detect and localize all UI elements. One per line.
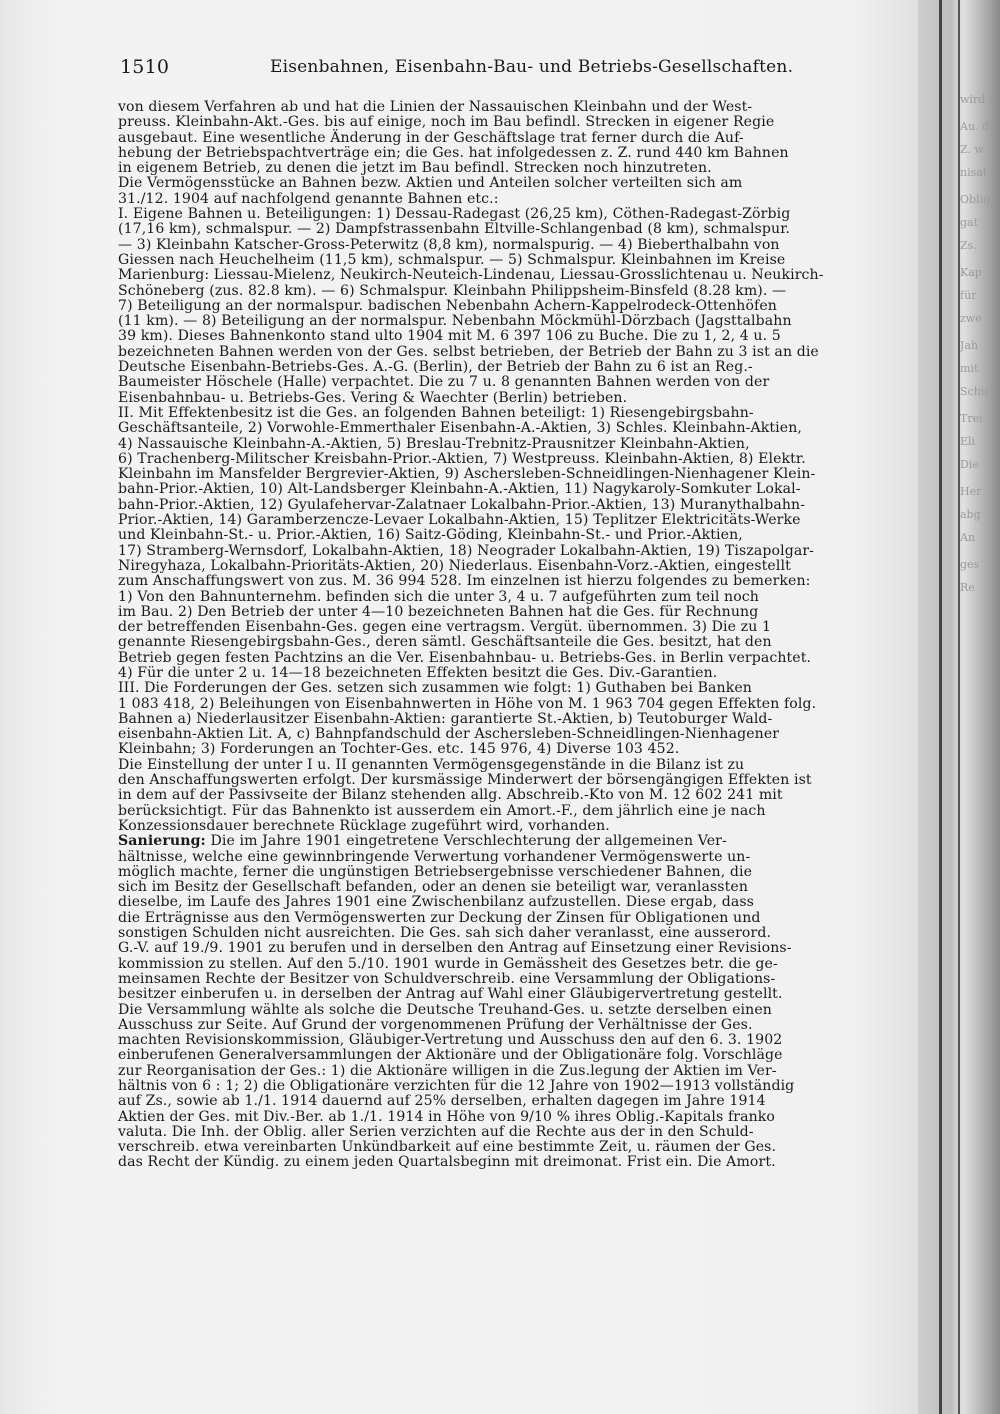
bleed-word: mit bbox=[960, 362, 979, 375]
paragraph-text: I. Eigene Bahnen u. Beteiligungen: 1) Dessau-Radegast (26,25 km), Cöthen-Radegast-Zörbig (17,16 km), schmalspur. — 2) Dampfstrassenbahn Eltville-Schlangenbad (8 km), schmalspur. — 3) Kleinbahn Katscher-Gross-Peterwitz (8,8 km), normalspurig. — 4) Bieberthalbahn von Giessen nach Heuchelheim (11,5 km), schmalspur. — 5) Schmalspur. Kleinbahnen im Kreise Marienburg: Liessau-Mielenz, Neukirch-Neuteich-Lindenau, Liessau-Grosslichtenau u. Neukirch- Schöneberg (zus. 82.8 km). — 6) Schmalspur. Kleinbahn Philippsheim-Binsfeld (8.28 km). — 7) Beteiligung an der normalspur. badischen Nebenbahn Achern-Kappelrodeck-Ottenhöfen (11 km). — 8) Beteiligung an der normalspur. Nebenbahn Möckmühl-Dörzbach (Jagsttalbahn 39 km). Dieses Bahnenkonto stand ulto 1904 mit M. 6 397 106 zu Buche. Die zu 1, 2, 4 u. 5 bezeichneten Bahnen werden von der Ges. selbst betrieben, der Betrieb der Bahn zu 3 ist an die Deutsche Eisenbahn-Betriebs-Ges. A.-G. (Berlin), der Betrieb der Bahn zu 6 ist an Reg.- Baumeister Höschele (Halle) verpachtet. Die zu 7 u. 8 genannten Bahnen werden von der Eisenbahnbau- u. Betriebs-Ges. Vering & Waechter (Berlin) betrieben. bbox=[118, 206, 824, 406]
bleed-word: Jah bbox=[960, 339, 979, 352]
page-number: 1510 bbox=[120, 56, 170, 78]
bleed-word: Z. w bbox=[960, 143, 984, 156]
bleed-word: Au. d bbox=[960, 120, 990, 133]
bleed-word: Schu bbox=[960, 385, 988, 398]
paragraph bbox=[118, 406, 878, 681]
bleed-word: Her bbox=[960, 485, 982, 498]
paragraph bbox=[118, 100, 878, 176]
paragraph-text: von diesem Verfahren ab und hat die Linien der Nassauischen Kleinbahn und der West- preuss. Kleinbahn-Akt.-Ges. bis auf einige, noch im Bau befindl. Strecken in eigener Regie ausgebaut. Eine wesentliche Änderung in der Geschäftslage trat ferner durch die Auf- hebung der Betriebspachtverträge ein; die Ges. hat infolgedessen z. Z. rund 440 km Bahnen in eigenem Betrieb, zu denen die jetzt im Bau befindl. Strecken noch hinzutreten. bbox=[118, 99, 789, 177]
running-title: Eisenbahnen, Eisenbahn-Bau- und Betriebs-Gesellschaften. bbox=[270, 57, 794, 77]
bleed-word: abg bbox=[960, 508, 981, 521]
bleed-word: wird bbox=[960, 93, 986, 106]
paragraph bbox=[118, 176, 878, 207]
paragraph bbox=[118, 681, 878, 757]
bleed-word: Eli bbox=[960, 435, 976, 448]
body-text bbox=[118, 100, 878, 1171]
paragraph-text: III. Die Forderungen der Ges. setzen sich zusammen wie folgt: 1) Guthaben bei Banken 1 083 418, 2) Beleihungen von Eisenbahnwerten in Höhe von M. 1 963 704 gegen Effekten folg. Bahnen a) Niederlausitzer Eisenbahn-Aktien: garantierte St.-Aktien, b) Teutoburger Wald- eisenbahn-Aktien Lit. A, c) Bahnpfandschuld der Aschersleben-Schneidlingen-Nienhagener Kleinbahn; 3) Forderungen an Tochter-Ges. etc. 145 976, 4) Diverse 103 452. bbox=[118, 680, 817, 758]
bleed-word: An bbox=[960, 531, 976, 544]
bleed-word: für bbox=[960, 289, 977, 302]
paragraph bbox=[118, 834, 878, 1171]
bleed-word: gat bbox=[960, 216, 979, 229]
bleed-word: Re bbox=[960, 581, 975, 594]
adjacent-page-bleed bbox=[960, 90, 996, 650]
page-header bbox=[120, 50, 880, 86]
paragraph-text: Die Vermögensstücke an Bahnen bezw. Aktien und Anteilen solcher verteilten sich am 31./12. 1904 auf nachfolgend genannte Bahnen etc.: bbox=[118, 175, 743, 207]
paragraph bbox=[118, 207, 878, 406]
paragraph-heading: Sanierung: bbox=[118, 833, 206, 850]
bleed-word: nisat bbox=[960, 166, 988, 179]
page-edge-line bbox=[939, 0, 942, 1414]
paragraph-text: Die Einstellung der unter I u. II genannten Vermögensgegenstände in die Bilanz ist zu den Anschaffungswerten erfolgt. Der kursmässige Minderwert der börsengängigen Effekten ist in dem auf der Passivseite der Bilanz stehenden allg. Abschreib.-Kto von M. 12 602 241 mit berücksichtigt. Für das Bahnenkto ist ausserdem ein Amort.-F., dem jährlich eine je nach Konzessionsdauer berechnete Rücklage zugeführt wird, vorhanden. bbox=[118, 756, 812, 834]
bleed-word: Kap bbox=[960, 266, 982, 279]
paragraph-text: Die im Jahre 1901 eingetretene Verschlechterung der allgemeinen Ver- hältnisse, welche eine gewinnbringende Verwertung vorhandener Vermögenswerte un- möglich machte, ferner die ungünstigen Betriebsergebnisse verschiedener Bahnen, die sich im Besitz der Gesellschaft befanden, oder an denen sie beteiligt war, veranlassten dieselbe, im Laufe des Jahres 1901 eine Zwischenbilanz aufzustellen. Diese ergab, dass die Erträgnisse aus den Vermögenswerten zur Deckung der Zinsen für Obligationen und sonstigen Schulden nicht ausreichten. Die Ges. sah sich daher veranlasst, eine ausserord. G.-V. auf 19./9. 1901 zu berufen und in derselben den Antrag auf Einsetzung einer Revisions- kommission zu stellen. Auf den 5./10. 1901 wurde in Gemässheit des Gesetzes betr. die ge- meinsamen Rechte der Besitzer von Schuldverschreib. eine Versammlung der Obligations- besitzer einberufen u. in derselben der Antrag auf Wahl einer Gläubigervertretung gestellt. Die Versammlung wählte als solche die Deutsche Treuhand-Ges. u. setzte derselben einen Ausschuss zur Seite. Auf Grund der vorgenommenen Prüfung der Verhältnisse der Ges. machten Revisionskommission, Gläubiger-Vertretung und Ausschuss den auf den 6. 3. 1902 einberufenen Generalversammlungen der Aktionäre und der Obligationäre folg. Vorschläge zur Reorganisation der Ges.: 1) die Aktionäre willigen in die Zus.legung der Aktien im Ver- hältnis von 6 : 1; 2) die Obligationäre verzichten für die 12 Jahre von 1902—1913 vollständig auf Zs., sowie ab 1./1. 1914 dauernd auf 25% derselben, erhalten dagegen im Jahre 1914 Aktien der Ges. mit Div.-Ber. ab 1./1. 1914 in Höhe von 9/10 % ihres Oblig.-Kapitals franko valuta. Die Inh. der Oblig. aller Serien verzichten auf die Rechte aus der in den Schuld- verschreib. etwa vereinbarten Unkündbarkeit auf eine bestimmte Zeit, u. räumen der Ges. das Recht der Kündig. zu einem jeden Quartalsbeginn mit dreimonat. Frist ein. Die Amort. bbox=[118, 833, 795, 1171]
bleed-word: Zs. bbox=[960, 239, 977, 252]
bleed-word: Oblig bbox=[960, 193, 991, 206]
paragraph-text: II. Mit Effektenbesitz ist die Ges. an folgenden Bahnen beteiligt: 1) Riesengebirgsbahn- Geschäftsanteile, 2) Vorwohle-Emmerthaler Eisenbahn-A.-Aktien, 3) Schles. Kleinbahn-Aktien, 4) Nassauische Kleinbahn-A.-Aktien, 5) Breslau-Trebnitz-Prausnitzer Kleinbahn-Aktien, 6) Trachenberg-Militscher Kreisbahn-Prior.-Aktien, 7) Westpreuss. Kleinbahn-Aktien, 8) Elektr. Kleinbahn im Mansfelder Bergrevier-Aktien, 9) Aschersleben-Schneidlingen-Nienhagener Klein- bahn-Prior.-Aktien, 10) Alt-Landsberger Kleinbahn-A.-Aktien, 11) Nagykaroly-Somkuter Lokal- bahn-Prior.-Aktien, 12) Gyulafehervar-Zalatnaer Lokalbahn-Prior.-Aktien, 13) Muranythalbahn- Prior.-Aktien, 14) Garamberzencze-Levaer Lokalbahn-Aktien, 15) Teplitzer Elektricitäts-Werke und Kleinbahn-St.- u. Prior.-Aktien, 16) Saitz-Göding, Kleinbahn-St.- und Prior.-Aktien, 17) Stramberg-Wernsdorf, Lokalbahn-Aktien, 18) Neograder Lokalbahn-Aktien, 19) Tiszapolgar- Niregyhaza, Lokalbahn-Prioritäts-Aktien, 20) Niederlaus. Eisenbahn-Vorz.-Aktien, eingestellt zum Anschaffungswert von zus. M. 36 994 528. Im einzelnen ist hierzu folgendes zu bemerken: 1) Von den Bahnunternehm. befinden sich die unter 3, 4 u. 7 aufgeführten zum teil noch im Bau. 2) Den Betrieb der unter 4—10 bezeichneten Bahnen hat die Ges. für Rechnung der betreffenden Eisenbahn-Ges. gegen eine vertragsm. Vergüt. übernommen. 3) Die zu 1 genannte Riesengebirgsbahn-Ges., deren sämtl. Geschäftsanteile die Ges. besitzt, hat den Betrieb gegen festen Pachtzins an die Ver. Eisenbahnbau- u. Betriebs-Ges. in Berlin verpachtet. 4) Für die unter 2 u. 14—18 bezeichneten Effekten besitzt die Ges. Div.-Garantien. bbox=[118, 404, 816, 681]
bleed-word: Trei bbox=[960, 412, 983, 425]
bleed-word: ges bbox=[960, 558, 980, 571]
bleed-word: Die bbox=[960, 458, 979, 471]
bleed-word: zwe bbox=[960, 312, 982, 325]
paragraph bbox=[118, 758, 878, 834]
